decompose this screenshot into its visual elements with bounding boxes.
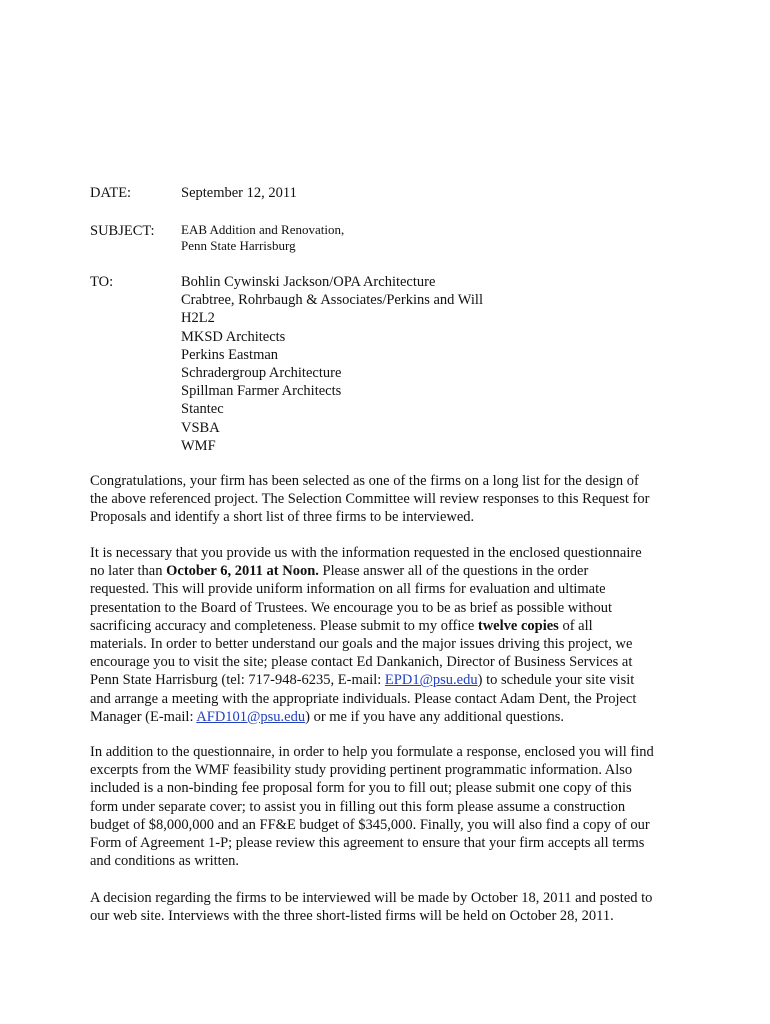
recipient-item: Spillman Farmer Architects <box>181 383 342 400</box>
paragraph-line: included is a non-binding fee proposal form for you to fill out; please submit one copy of this <box>90 780 632 797</box>
paragraph-line: requested. This will provide uniform information on all firms for evaluation and ultimate <box>90 581 606 598</box>
paragraph-line: and arrange a meeting with the appropriate individuals. Please contact Adam Dent, the Project <box>90 690 637 707</box>
paragraph-line <box>90 671 690 689</box>
recipient-item: H2L2 <box>181 310 215 327</box>
paragraph-line: form under separate cover; to assist you in filling out this form please assume a construction <box>90 798 626 815</box>
copies-text: twelve copies <box>477 617 559 634</box>
text-run: Manager (E-mail: <box>90 708 197 725</box>
paragraph-line: Proposals and identify a short list of three firms to be interviewed. <box>90 509 475 526</box>
recipient-item: Schradergroup Architecture <box>181 365 342 382</box>
text-run: ) to schedule your site visit <box>477 672 635 689</box>
text-run: ) or me if you have any additional questions. <box>305 708 565 725</box>
recipient-item: MKSD Architects <box>181 328 286 345</box>
paragraph-line: In addition to the questionnaire, in order to help you formulate a response, enclosed you will find <box>90 744 654 760</box>
paragraph-line: Congratulations, your firm has been selected as one of the firms on a long list for the design of <box>90 473 639 489</box>
paragraph-line: materials. In order to better understand our goals and the major issues driving this project, we <box>90 636 633 653</box>
subject-label: SUBJECT: <box>90 223 155 239</box>
email-link-epd1[interactable]: EPD1@psu.edu <box>384 672 478 689</box>
to-label: TO: <box>90 274 114 290</box>
paragraph-line: and conditions as written. <box>90 853 240 870</box>
paragraph-decision <box>90 889 690 925</box>
text-run: of all <box>558 617 593 634</box>
text-run: sacrificing accuracy and completeness. Please submit to my office <box>90 617 478 634</box>
paragraph-line: the above referenced project. The Selection Committee will review responses to this Request for <box>90 491 650 508</box>
subject-value <box>181 222 344 254</box>
paragraph-line <box>90 617 690 635</box>
paragraph-questionnaire <box>90 743 690 870</box>
paragraph-congratulations <box>90 472 690 527</box>
email-link-afd101[interactable]: AFD101@psu.edu <box>196 708 306 725</box>
date-value: September 12, 2011 <box>181 185 297 201</box>
paragraph-line: A decision regarding the firms to be interviewed will be made by October 18, 2011 and posted to <box>90 890 653 906</box>
paragraph-line: excerpts from the WMF feasibility study providing pertinent programmatic information. Also <box>90 762 633 779</box>
subject-line: Penn State Harrisburg <box>181 238 296 253</box>
date-label: DATE: <box>90 185 132 201</box>
paragraph-instructions <box>90 544 690 726</box>
subject-line: EAB Addition and Renovation, <box>181 222 345 237</box>
paragraph-line <box>90 562 690 580</box>
recipient-list <box>181 273 483 455</box>
recipient-item: Bohlin Cywinski Jackson/OPA Architecture <box>181 274 436 290</box>
text-run: Penn State Harrisburg (tel: 717-948-6235, E-mail: <box>90 672 385 689</box>
recipient-item: Crabtree, Rohrbaugh & Associates/Perkins and Will <box>181 292 483 309</box>
recipient-item: VSBA <box>181 419 220 436</box>
text-run: no later than <box>90 563 167 580</box>
paragraph-line: presentation to the Board of Trustees. We encourage you to be as brief as possible without <box>90 599 613 616</box>
deadline-text: October 6, 2011 at Noon. <box>166 563 319 580</box>
paragraph-line: Form of Agreement 1-P; please review this agreement to ensure that your firm accepts all terms <box>90 835 645 852</box>
paragraph-line <box>90 708 690 726</box>
recipient-item: WMF <box>181 437 216 454</box>
recipient-item: Stantec <box>181 401 224 418</box>
text-run: Please answer all of the questions in the order <box>318 563 589 580</box>
paragraph-line: budget of $8,000,000 and an FF&E budget of $345,000. Finally, you will also find a copy of our <box>90 816 650 833</box>
paragraph-line: It is necessary that you provide us with the information requested in the enclosed questionnaire <box>90 545 642 561</box>
paragraph-line: our web site. Interviews with the three short-listed firms will be held on October 28, 2011. <box>90 908 614 925</box>
paragraph-line: encourage you to visit the site; please contact Ed Dankanich, Director of Business Services at <box>90 654 633 671</box>
recipient-item: Perkins Eastman <box>181 346 279 363</box>
